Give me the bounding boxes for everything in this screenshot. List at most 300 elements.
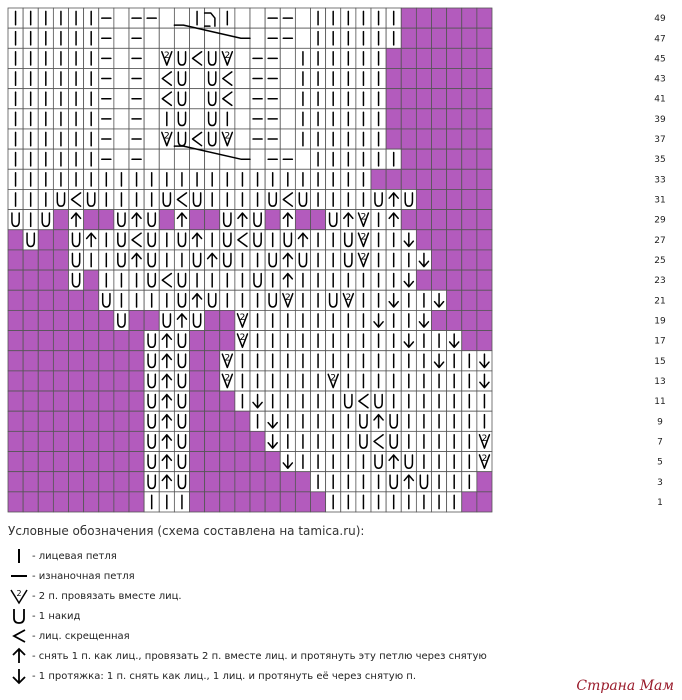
chart-cell	[220, 290, 235, 310]
chart-cell	[129, 230, 144, 250]
chart-cell	[129, 270, 144, 290]
chart-cell	[84, 189, 99, 209]
chart-cell	[371, 431, 386, 451]
row-number: 35	[654, 155, 666, 166]
chart-cell	[371, 68, 386, 88]
chart-cell	[356, 371, 371, 391]
chart-cell	[356, 391, 371, 411]
chart-cell	[341, 331, 356, 351]
legend-item-yo	[8, 606, 668, 626]
chart-cell	[84, 48, 99, 68]
chart-cell	[416, 290, 431, 310]
chart-cell	[38, 411, 53, 431]
chart-cell	[265, 250, 280, 270]
chart-cell	[371, 290, 386, 310]
chart-cell	[386, 270, 401, 290]
chart-cell	[159, 411, 174, 431]
chart-cell	[235, 8, 250, 28]
chart-cell	[416, 68, 431, 88]
chart-cell	[311, 89, 326, 109]
chart-cell	[99, 310, 114, 330]
chart-cell	[311, 351, 326, 371]
chart-cell	[401, 472, 416, 492]
chart-cell	[220, 371, 235, 391]
chart-cell	[416, 310, 431, 330]
chart-cell	[190, 452, 205, 472]
chart-cell	[280, 331, 295, 351]
chart-cell	[432, 411, 447, 431]
chart-cell	[174, 149, 189, 169]
chart-cell	[462, 129, 477, 149]
chart-cell	[8, 169, 23, 189]
chart-cell	[23, 310, 38, 330]
chart-cell	[295, 48, 310, 68]
chart-cell	[220, 28, 235, 48]
chart-cell	[386, 310, 401, 330]
chart-cell	[205, 290, 220, 310]
chart-cell	[401, 431, 416, 451]
chart-cell	[356, 270, 371, 290]
chart-cell	[99, 230, 114, 250]
chart-cell	[129, 331, 144, 351]
chart-cell	[416, 250, 431, 270]
chart-cell	[84, 351, 99, 371]
chart-cell	[8, 68, 23, 88]
chart-cell	[477, 210, 492, 230]
legend-label: - изнаночная петля	[32, 570, 135, 582]
crossed-knit-icon	[8, 626, 30, 646]
chart-cell	[477, 270, 492, 290]
chart-cell	[477, 149, 492, 169]
chart-cell	[220, 250, 235, 270]
chart-cell	[190, 68, 205, 88]
chart-cell	[311, 310, 326, 330]
chart-cell	[159, 129, 174, 149]
chart-cell	[129, 310, 144, 330]
chart-cell	[220, 431, 235, 451]
chart-cell	[386, 89, 401, 109]
chart-cell	[432, 250, 447, 270]
chart-cell	[326, 310, 341, 330]
chart-cell	[235, 290, 250, 310]
chart-cell	[447, 250, 462, 270]
chart-cell	[432, 149, 447, 169]
chart-cell	[401, 89, 416, 109]
chart-cell	[356, 230, 371, 250]
legend-label: - лицевая петля	[32, 550, 117, 562]
chart-cell	[235, 250, 250, 270]
chart-cell	[386, 8, 401, 28]
svg-text:2: 2	[360, 232, 367, 243]
chart-cell	[8, 48, 23, 68]
chart-cell	[401, 250, 416, 270]
chart-cell	[8, 431, 23, 451]
chart-cell	[8, 230, 23, 250]
chart-cell	[462, 68, 477, 88]
chart-cell	[53, 28, 68, 48]
chart-cell	[129, 149, 144, 169]
chart-cell	[159, 48, 174, 68]
chart-cell	[205, 351, 220, 371]
chart-cell	[280, 149, 295, 169]
svg-text:2: 2	[239, 333, 246, 344]
chart-cell	[114, 28, 129, 48]
chart-cell	[235, 48, 250, 68]
chart-cell	[53, 391, 68, 411]
chart-cell	[371, 230, 386, 250]
chart-cell	[386, 391, 401, 411]
chart-cell	[265, 270, 280, 290]
chart-cell	[356, 472, 371, 492]
chart-cell	[250, 351, 265, 371]
chart-cell	[326, 230, 341, 250]
chart-cell	[326, 411, 341, 431]
chart-cell	[432, 351, 447, 371]
chart-cell	[250, 129, 265, 149]
chart-cell	[416, 431, 431, 451]
chart-cell	[69, 310, 84, 330]
chart-cell	[371, 492, 386, 512]
chart-cell	[416, 351, 431, 371]
chart-cell	[265, 48, 280, 68]
chart-cell	[341, 149, 356, 169]
chart-cell	[371, 28, 386, 48]
chart-cell	[23, 250, 38, 270]
chart-cell	[447, 189, 462, 209]
chart-cell	[53, 230, 68, 250]
chart-cell	[174, 48, 189, 68]
chart-cell	[477, 250, 492, 270]
chart-cell	[235, 109, 250, 129]
chart-cell	[114, 371, 129, 391]
chart-cell	[477, 310, 492, 330]
chart-cell	[447, 351, 462, 371]
chart-cell	[462, 28, 477, 48]
chart-cell	[280, 250, 295, 270]
chart-cell	[341, 452, 356, 472]
svg-text:2: 2	[224, 373, 231, 384]
chart-cell	[311, 28, 326, 48]
chart-cell	[174, 169, 189, 189]
chart-cell	[159, 472, 174, 492]
chart-cell	[159, 331, 174, 351]
chart-cell	[220, 149, 235, 169]
chart-cell	[114, 210, 129, 230]
chart-cell	[99, 169, 114, 189]
row-number: 39	[654, 114, 666, 125]
chart-cell	[371, 129, 386, 149]
chart-cell	[205, 391, 220, 411]
k2tog-icon	[8, 586, 30, 606]
chart-cell	[265, 472, 280, 492]
chart-cell	[356, 351, 371, 371]
knit-stitch-icon	[8, 546, 30, 566]
chart-cell	[356, 210, 371, 230]
chart-cell	[235, 391, 250, 411]
chart-cell	[38, 230, 53, 250]
row-number: 31	[654, 195, 666, 206]
chart-cell	[250, 8, 265, 28]
chart-cell	[174, 68, 189, 88]
chart-cell	[220, 169, 235, 189]
chart-cell	[114, 68, 129, 88]
chart-cell	[265, 109, 280, 129]
chart-cell	[432, 230, 447, 250]
chart-cell	[159, 391, 174, 411]
chart-cell	[356, 89, 371, 109]
chart-cell	[220, 68, 235, 88]
chart-cell	[477, 189, 492, 209]
chart-cell	[114, 189, 129, 209]
chart-cell	[190, 250, 205, 270]
chart-cell	[129, 351, 144, 371]
chart-cell	[462, 210, 477, 230]
row-number: 3	[657, 477, 663, 488]
chart-cell	[220, 230, 235, 250]
legend-label: - 1 протяжка: 1 п. снять как лиц., 1 лиц. и протянуть её через снятую п.	[32, 670, 417, 682]
chart-cell	[53, 472, 68, 492]
chart-cell	[432, 89, 447, 109]
chart-cell	[386, 472, 401, 492]
chart-cell	[84, 210, 99, 230]
chart-cell	[462, 189, 477, 209]
chart-cell	[462, 431, 477, 451]
chart-cell	[326, 290, 341, 310]
chart-cell	[220, 472, 235, 492]
chart-cell	[38, 431, 53, 451]
chart-cell	[447, 169, 462, 189]
chart-cell	[114, 149, 129, 169]
chart-cell	[235, 210, 250, 230]
chart-cell	[220, 411, 235, 431]
chart-cell	[205, 472, 220, 492]
chart-cell	[356, 431, 371, 451]
chart-cell	[356, 48, 371, 68]
chart-cell	[371, 149, 386, 169]
chart-cell	[341, 351, 356, 371]
chart-cell	[84, 149, 99, 169]
chart-cell	[205, 109, 220, 129]
chart-cell	[280, 89, 295, 109]
chart-cell	[235, 492, 250, 512]
chart-cell	[99, 250, 114, 270]
chart-cell	[401, 68, 416, 88]
chart-cell	[326, 331, 341, 351]
chart-cell	[295, 290, 310, 310]
chart-cell	[477, 68, 492, 88]
chart-cell	[356, 331, 371, 351]
chart-cell	[114, 270, 129, 290]
chart-cell	[371, 169, 386, 189]
chart-cell	[280, 270, 295, 290]
chart-cell	[265, 210, 280, 230]
chart-cell	[356, 109, 371, 129]
chart-cell	[99, 452, 114, 472]
chart-cell	[280, 472, 295, 492]
chart-cell	[265, 28, 280, 48]
chart-cell	[416, 109, 431, 129]
chart-cell	[144, 109, 159, 129]
legend-item-sk2p	[8, 646, 668, 666]
chart-cell	[53, 189, 68, 209]
chart-cell	[265, 290, 280, 310]
chart-cell	[371, 109, 386, 129]
chart-cell	[144, 230, 159, 250]
chart-cell	[129, 129, 144, 149]
row-number: 9	[657, 417, 663, 428]
chart-cell	[386, 411, 401, 431]
chart-cell	[371, 48, 386, 68]
chart-cell	[129, 411, 144, 431]
chart-cell	[23, 452, 38, 472]
chart-cell	[23, 411, 38, 431]
chart-cell	[23, 109, 38, 129]
chart-cell	[144, 270, 159, 290]
chart-cell	[144, 452, 159, 472]
chart-cell	[416, 230, 431, 250]
chart-cell	[84, 391, 99, 411]
chart-cell	[8, 89, 23, 109]
chart-cell	[250, 149, 265, 169]
chart-cell	[159, 371, 174, 391]
chart-cell	[53, 290, 68, 310]
svg-text:2: 2	[345, 292, 352, 303]
chart-cell	[129, 28, 144, 48]
chart-cell	[326, 250, 341, 270]
chart-cell	[432, 431, 447, 451]
legend-item-crossed	[8, 626, 668, 646]
chart-cell	[401, 492, 416, 512]
legend-label: - лиц. скрещенная	[32, 630, 130, 642]
chart-cell	[8, 28, 23, 48]
row-number: 41	[654, 94, 666, 105]
chart-cell	[416, 28, 431, 48]
chart-cell	[341, 129, 356, 149]
chart-cell	[447, 230, 462, 250]
chart-cell	[174, 411, 189, 431]
chart-cell	[159, 210, 174, 230]
chart-cell	[432, 371, 447, 391]
chart-cell	[38, 270, 53, 290]
chart-cell	[326, 472, 341, 492]
chart-cell	[114, 230, 129, 250]
chart-cell	[295, 109, 310, 129]
chart-cell	[220, 189, 235, 209]
chart-cell	[69, 129, 84, 149]
chart-cell	[447, 48, 462, 68]
chart-cell	[69, 109, 84, 129]
chart-cell	[174, 371, 189, 391]
legend	[8, 524, 668, 686]
chart-cell	[432, 472, 447, 492]
chart-cell	[84, 411, 99, 431]
row-number: 43	[654, 74, 666, 85]
chart-cell	[265, 310, 280, 330]
chart-cell	[129, 452, 144, 472]
chart-cell	[38, 250, 53, 270]
svg-text:2: 2	[224, 131, 231, 142]
chart-cell	[38, 290, 53, 310]
svg-text:2: 2	[16, 589, 22, 598]
chart-cell	[69, 89, 84, 109]
chart-cell	[99, 472, 114, 492]
chart-cell	[99, 411, 114, 431]
row-number: 23	[654, 276, 666, 287]
chart-cell	[311, 492, 326, 512]
chart-cell	[280, 129, 295, 149]
chart-cell	[386, 109, 401, 129]
chart-cell	[295, 452, 310, 472]
chart-cell	[23, 391, 38, 411]
chart-cell	[401, 169, 416, 189]
chart-cell	[99, 48, 114, 68]
chart-cell	[265, 331, 280, 351]
chart-cell	[326, 129, 341, 149]
chart-cell	[447, 210, 462, 230]
chart-cell	[416, 452, 431, 472]
chart-cell	[341, 250, 356, 270]
chart-cell	[371, 472, 386, 492]
svg-text:2: 2	[239, 313, 246, 324]
chart-cell	[84, 230, 99, 250]
chart-cell	[8, 492, 23, 512]
chart-cell	[205, 230, 220, 250]
chart-cell	[280, 431, 295, 451]
chart-cell	[356, 250, 371, 270]
chart-cell	[190, 210, 205, 230]
chart-cell	[53, 68, 68, 88]
chart-cell	[99, 189, 114, 209]
chart-cell	[356, 28, 371, 48]
chart-cell	[265, 8, 280, 28]
row-number: 47	[654, 34, 666, 45]
chart-cell	[205, 270, 220, 290]
chart-cell	[190, 351, 205, 371]
chart-cell	[326, 28, 341, 48]
chart-cell	[174, 109, 189, 129]
chart-cell	[477, 8, 492, 28]
chart-cell	[174, 270, 189, 290]
chart-cell	[99, 371, 114, 391]
chart-cell	[462, 472, 477, 492]
chart-cell	[159, 189, 174, 209]
chart-cell	[144, 250, 159, 270]
chart-cell	[250, 472, 265, 492]
chart-cell	[159, 250, 174, 270]
chart-cell	[205, 492, 220, 512]
chart-cell	[174, 452, 189, 472]
chart-cell	[99, 28, 114, 48]
chart-cell	[23, 472, 38, 492]
chart-cell	[311, 149, 326, 169]
chart-cell	[190, 189, 205, 209]
svg-text:2: 2	[224, 50, 231, 61]
chart-cell	[265, 129, 280, 149]
chart-cell	[416, 391, 431, 411]
chart-cell	[462, 391, 477, 411]
chart-cell	[341, 169, 356, 189]
chart-cell	[295, 230, 310, 250]
chart-cell	[8, 331, 23, 351]
chart-cell	[432, 48, 447, 68]
chart-cell	[416, 492, 431, 512]
chart-cell	[235, 431, 250, 451]
chart-cell	[174, 290, 189, 310]
chart-cell	[144, 391, 159, 411]
chart-cell	[114, 310, 129, 330]
row-number: 21	[654, 296, 666, 307]
chart-cell	[326, 371, 341, 391]
